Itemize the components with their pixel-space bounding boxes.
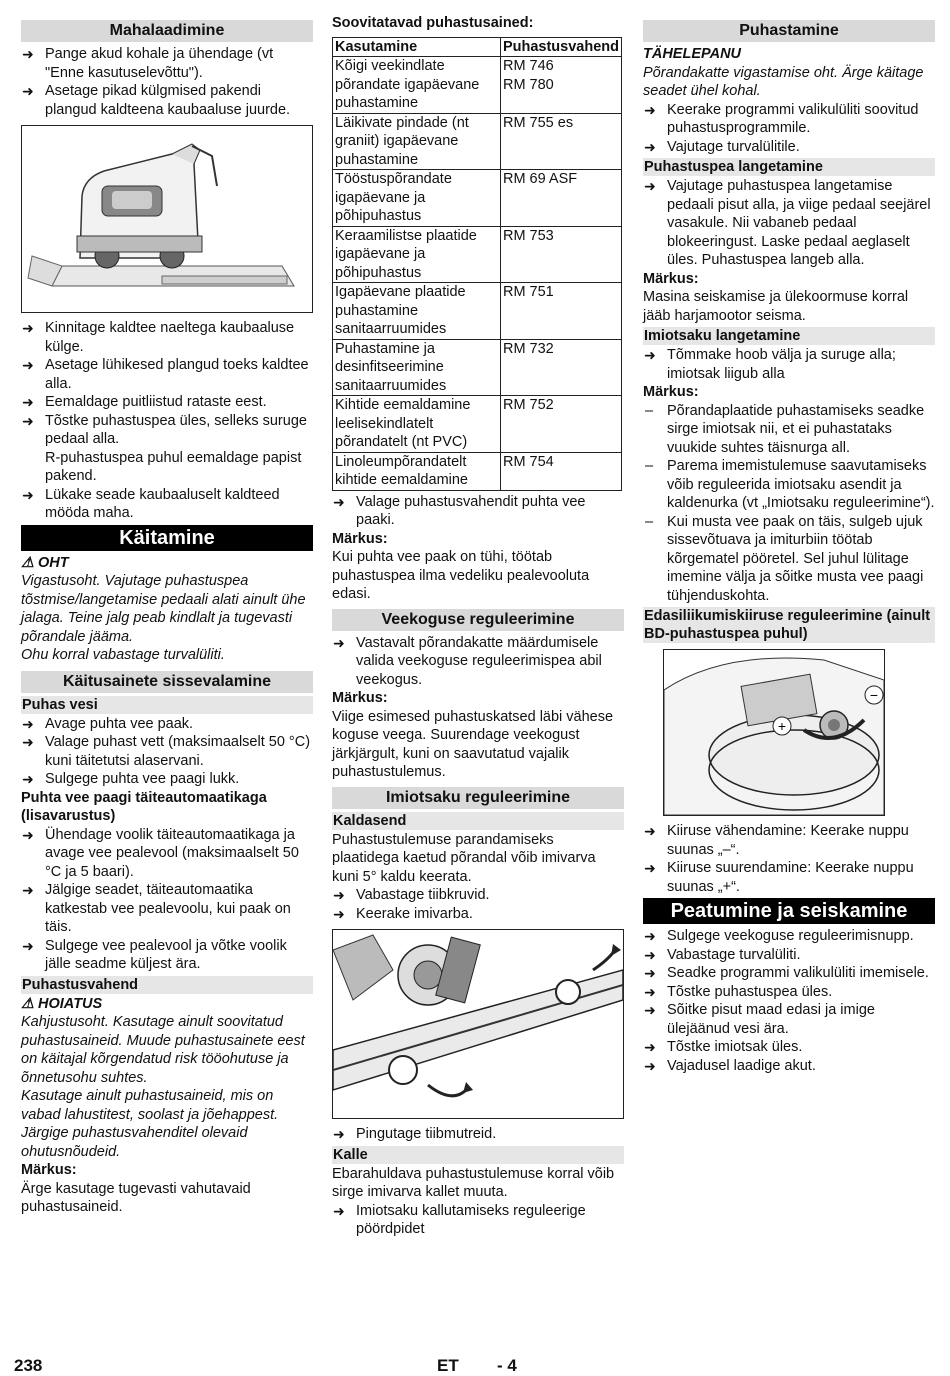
step: ➜ Kinnitage kaldtee naeltega kaubaaluse külge. bbox=[21, 319, 313, 356]
table-row bbox=[333, 170, 622, 227]
column-right bbox=[643, 20, 935, 1075]
table-cell-detergent: RM 752 bbox=[500, 396, 621, 453]
table-cell-usage: Linoleumpõrandatelt kihtide eemaldamine bbox=[333, 452, 501, 490]
warning-text: Kahjustusoht. Kasutage ainult soovitatud puhastusaineid. Muude puhastusainete eest on käitajal kõrgendatud risk tööohutuse ja õnnetusohu suhtes. bbox=[21, 1014, 305, 1086]
table-row bbox=[333, 396, 622, 453]
table-row bbox=[333, 113, 622, 170]
section-title-puhastamine: Puhastamine bbox=[643, 20, 935, 42]
language-code: ET bbox=[437, 1356, 459, 1375]
step: ➜ Keerake programmi valikulüliti soovitud puhastusprogrammile. bbox=[643, 101, 935, 138]
note-text: Viige esimesed puhastuskatsed läbi vähese koguse veega. Suurendage veekogust järkjärgult, kuni on saavutatud vajalik puhastustulemus. bbox=[332, 708, 614, 780]
warning-text: Järgige puhastusvahenditel olevaid ohutusnõudeid. bbox=[21, 1125, 248, 1160]
section-number: - 4 bbox=[497, 1356, 517, 1375]
step: ➜ Vajutage turvalülitile. bbox=[643, 138, 935, 157]
dash-item: – Põrandaplaatide puhastamiseks seadke sirge imiotsak nii, et ei puhastataks vuukide suhtes täisnurga all. bbox=[643, 402, 935, 458]
table-cell-detergent: RM 751 bbox=[500, 283, 621, 340]
dash-item: – Kui musta vee paak on täis, sulgeb ujuk sissevõtuava ja imiturbiin töötab kõrgematel pööretel. Sel juhul lülitage imemine välja ja sõitke musta vee paagi tühjenduskohta. bbox=[643, 513, 935, 606]
note-text: Ärge kasutage tugevasti vahutavaid puhastusaineid. bbox=[21, 1180, 251, 1215]
warning-triangle-icon: ⚠ bbox=[21, 554, 34, 571]
table-row bbox=[333, 283, 622, 340]
scrubber-on-pallet-illustration bbox=[22, 126, 312, 312]
step: ➜ Vajadusel laadige akut. bbox=[643, 1057, 935, 1076]
step: ➜ Ühendage voolik täiteautomaatikaga ja avage vee pealevool (maksimaalselt 50 °C ja 5 baari). bbox=[21, 826, 313, 882]
step: ➜ Kiiruse suurendamine: Keerake nuppu suunas „+“. bbox=[643, 859, 935, 896]
note-label: Märkus: bbox=[332, 530, 388, 547]
subsection-puhas-vesi: Puhas vesi bbox=[21, 696, 313, 714]
step: ➜ Sulgege veekoguse reguleerimisnupp. bbox=[643, 927, 935, 946]
step: ➜ Sulgege vee pealevool ja võtke voolik jälle seadme küljest ära. bbox=[21, 937, 313, 974]
table-title: Soovitatavad puhastusained: bbox=[332, 15, 534, 31]
auto-fill-title: Puhta vee paagi täiteautomaatikaga (lisavarustus) bbox=[21, 789, 267, 824]
step: ➜ Tõmmake hoob välja ja suruge alla; imiotsak liigub alla bbox=[643, 346, 935, 383]
column-left bbox=[21, 20, 313, 1217]
subsection-langetamine: Puhastuspea langetamine bbox=[643, 158, 935, 176]
note-text: Kui puhta vee paak on tühi, töötab puhastuspea ilma vedeliku pealevooluta edasi. bbox=[332, 549, 590, 602]
caution-text: Põrandakatte vigastamise oht. Ärge käitage seadet ühel kohal. bbox=[643, 64, 924, 99]
step-continuation: R-puhastuspea puhul eemaldage papist pakend. bbox=[45, 449, 302, 484]
section-title-peatumine: Peatumine ja seiskamine bbox=[643, 898, 935, 924]
step: ➜ Valage puhast vett (maksimaalselt 50 °C) kuni täitetutsi alaservani. bbox=[21, 733, 313, 770]
table-cell-detergent: RM 753 bbox=[500, 226, 621, 283]
table-cell-usage: Kihtide eemaldamine leelisekindlatelt põrandatelt (nt PVC) bbox=[333, 396, 501, 453]
table-cell-usage: Keraamilistse plaatide igapäevane ja põhipuhastus bbox=[333, 226, 501, 283]
subsection-kalle: Kalle bbox=[332, 1146, 624, 1164]
step: ➜ Tõstke puhastuspea üles, selleks suruge pedaal alla. bbox=[21, 412, 313, 449]
note-label: Märkus: bbox=[21, 1162, 77, 1178]
table-row bbox=[333, 57, 622, 114]
speed-knob-illustration bbox=[664, 650, 884, 815]
table-header: Puhastusvahend bbox=[500, 37, 621, 57]
subsection-kiirus: Edasiliikumiskiiruse reguleerimine (ainult BD-puhastuspea puhul) bbox=[643, 607, 935, 643]
step: ➜ Pingutage tiibmutreid. bbox=[332, 1125, 624, 1144]
note-label: Märkus: bbox=[643, 270, 699, 287]
note-label: Märkus: bbox=[643, 384, 699, 400]
body-text: Puhastustulemuse parandamiseks plaatidega kaetud põrandal võib imivarva kuni 5° kaldu keerata. bbox=[332, 831, 596, 885]
dash-item: – Parema imemistulemuse saavutamiseks võib reguleerida imiotsaku asendit ja kaldenurka (vt „Imiotsaku reguleerimine“). bbox=[643, 457, 935, 513]
plus-label: + bbox=[777, 718, 787, 734]
step: ➜ Imiotsaku kallutamiseks reguleerige pöördpidet bbox=[332, 1202, 624, 1239]
minus-label: − bbox=[869, 687, 879, 703]
table-cell-usage: Puhastamine ja desinfitseerimine sanitaarruumides bbox=[333, 339, 501, 396]
step: ➜ Kiiruse vähendamine: Keerake nuppu suunas „–“. bbox=[643, 822, 935, 859]
table-cell-detergent: RM 754 bbox=[500, 452, 621, 490]
step: ➜ Sulgege puhta vee paagi lukk. bbox=[21, 770, 313, 789]
machine-unloading-figure bbox=[21, 125, 313, 313]
step: ➜ Seadke programmi valikulüliti imemisele. bbox=[643, 964, 935, 983]
step: ➜ Tõstke puhastuspea üles. bbox=[643, 983, 935, 1002]
squeegee-illustration bbox=[333, 930, 623, 1118]
step: ➜ Jälgige seadet, täiteautomaatika katkestab vee pealevoolu, kui paak on täis. bbox=[21, 881, 313, 937]
step: ➜ Sõitke pisut maad edasi ja imige ülejäänud vesi ära. bbox=[643, 1001, 935, 1038]
section-title-imiotsak: Imiotsaku reguleerimine bbox=[332, 787, 624, 809]
table-cell-usage: Läikivate pindade (nt graniit) igapäevane puhastamine bbox=[333, 113, 501, 170]
step: ➜ Lükake seade kaubaaluselt kaldteed mööda maha. bbox=[21, 486, 313, 523]
section-title-mahalaadimine: Mahalaadimine bbox=[21, 20, 313, 42]
section-title-veekogus: Veekoguse reguleerimine bbox=[332, 609, 624, 631]
section-title-kaitamine: Käitamine bbox=[21, 525, 313, 551]
page-number: 238 bbox=[14, 1356, 43, 1375]
table-cell-detergent: RM 69 ASF bbox=[500, 170, 621, 227]
warning-triangle-icon: ⚠ bbox=[21, 995, 34, 1012]
speed-knob-figure bbox=[663, 649, 885, 816]
table-cell-detergent: RM 755 es bbox=[500, 113, 621, 170]
column-middle bbox=[332, 14, 624, 1239]
subsection-puhastusvahend: Puhastusvahend bbox=[21, 976, 313, 994]
warning-label: ⚠ HOIATUS bbox=[21, 995, 103, 1012]
subsection-kaldasend: Kaldasend bbox=[332, 812, 624, 830]
subsection-imiotsaku-langetamine: Imiotsaku langetamine bbox=[643, 327, 935, 345]
danger-label: ⚠ OHT bbox=[21, 554, 69, 571]
step: ➜ Valage puhastusvahendit puhta vee paaki. bbox=[332, 493, 624, 530]
table-cell-detergent: RM 746 RM 780 bbox=[500, 57, 621, 114]
step: ➜ Avage puhta vee paak. bbox=[21, 715, 313, 734]
note-label: Märkus: bbox=[332, 690, 388, 706]
step: ➜ Vajutage puhastuspea langetamise pedaali pisut alla, ja viige pedaal seejärel vasakule. Nii vabaneb pedaal blokeeringust. Laske pedaal aeglaselt üles. Puhastuspea langeb alla. bbox=[643, 177, 935, 270]
note-text: Masina seiskamise ja ülekoormuse korral jääb harjamootor seisma. bbox=[643, 289, 909, 324]
step: ➜ Pange akud kohale ja ühendage (vt "Enne kasutuselevõttu"). bbox=[21, 45, 313, 82]
squeegee-figure bbox=[332, 929, 624, 1119]
table-cell-usage: Tööstuspõrandate igapäevane ja põhipuhastus bbox=[333, 170, 501, 227]
table-cell-detergent: RM 732 bbox=[500, 339, 621, 396]
step: ➜ Tõstke imiotsak üles. bbox=[643, 1038, 935, 1057]
danger-text: Vigastusoht. Vajutage puhastuspea tõstmise/langetamise pedaali alati ainult ühe jalaga. Teine jalg peab kindlalt ja tugevasti põrandale jääma. bbox=[21, 573, 306, 645]
warning-text: Kasutage ainult puhastusaineid, mis on vabad lahustitest, soolast ja jõehappest. bbox=[21, 1088, 279, 1123]
table-row bbox=[333, 226, 622, 283]
step: ➜ Asetage lühikesed plangud toeks kaldtee alla. bbox=[21, 356, 313, 393]
step: ➜ Vabastage turvalüliti. bbox=[643, 946, 935, 965]
step: ➜ Eemaldage puitliistud rataste eest. bbox=[21, 393, 313, 412]
step: ➜ Vastavalt põrandakatte määrdumisele valida veekoguse reguleerimispea abil veekogus. bbox=[332, 634, 624, 690]
step: ➜ Vabastage tiibkruvid. bbox=[332, 886, 624, 905]
danger-text: Ohu korral vabastage turvalüliti. bbox=[21, 647, 225, 663]
section-title-kaitusainete: Käitusainete sissevalamine bbox=[21, 671, 313, 693]
table-cell-usage: Kõigi veekindlate põrandate igapäevane puhastamine bbox=[333, 57, 501, 114]
detergent-table bbox=[332, 37, 622, 491]
table-cell-usage: Igapäevane plaatide puhastamine sanitaarruumides bbox=[333, 283, 501, 340]
step: ➜ Asetage pikad külgmised pakendi plangud kaldteena kaubaaluse juurde. bbox=[21, 82, 313, 119]
table-row bbox=[333, 452, 622, 490]
table-row bbox=[333, 339, 622, 396]
table-header: Kasutamine bbox=[333, 37, 501, 57]
body-text: Ebarahuldava puhastustulemuse korral võib sirge imivarva kallet muuta. bbox=[332, 1165, 615, 1200]
caution-label: TÄHELEPANU bbox=[643, 46, 742, 62]
step: ➜ Keerake imivarba. bbox=[332, 905, 624, 924]
